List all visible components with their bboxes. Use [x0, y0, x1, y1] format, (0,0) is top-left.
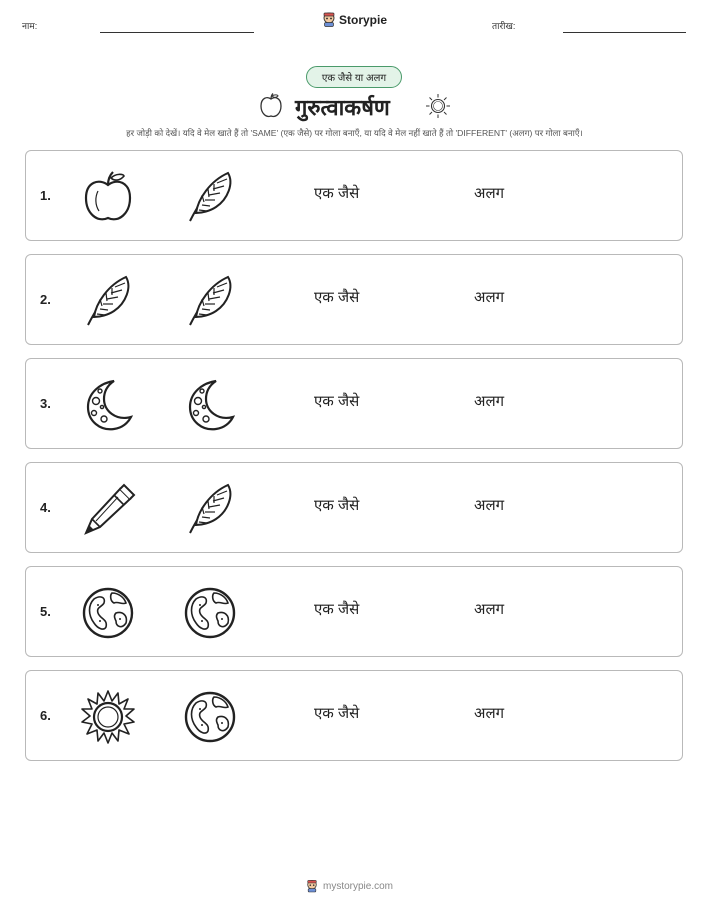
worksheet-title: गुरुत्वाकर्षण: [295, 95, 390, 120]
right-image: [182, 377, 238, 433]
pair-row: [25, 254, 683, 345]
different-option[interactable]: अलग: [474, 289, 505, 306]
brand-logo: [322, 12, 387, 27]
feather-icon: [182, 481, 238, 537]
name-field[interactable]: [100, 32, 254, 33]
apple-icon: [257, 92, 285, 120]
row-number: 5.: [40, 604, 51, 619]
row-number: 4.: [40, 500, 51, 515]
left-image: [80, 169, 136, 225]
row-number: 6.: [40, 708, 51, 723]
worksheet-type-tag: एक जैसे या अलग: [306, 66, 402, 88]
pair-row: [25, 670, 683, 761]
feather-icon: [182, 273, 238, 329]
footer: [306, 879, 393, 893]
same-option[interactable]: एक जैसे: [314, 497, 360, 514]
feather-icon: [182, 169, 238, 225]
sun-icon: [80, 689, 136, 745]
date-field[interactable]: [563, 32, 686, 33]
date-label: तारीख:: [492, 21, 516, 31]
same-option[interactable]: एक जैसे: [314, 393, 360, 410]
same-option[interactable]: एक जैसे: [314, 185, 360, 202]
different-option[interactable]: अलग: [474, 601, 505, 618]
right-image: [182, 273, 238, 329]
same-option[interactable]: एक जैसे: [314, 289, 360, 306]
different-option[interactable]: अलग: [474, 393, 505, 410]
apple-icon: [80, 169, 136, 225]
earth-icon: [182, 585, 238, 641]
pair-row: [25, 150, 683, 241]
different-option[interactable]: अलग: [474, 185, 505, 202]
earth-icon: [80, 585, 136, 641]
storypie-mascot-icon: [306, 879, 318, 893]
left-image: [80, 481, 136, 537]
row-number: 3.: [40, 396, 51, 411]
pair-row: [25, 358, 683, 449]
moon-icon: [182, 377, 238, 433]
left-image: [80, 377, 136, 433]
feather-icon: [80, 273, 136, 329]
brand-name: Storypie: [339, 12, 388, 27]
pencil-icon: [80, 481, 136, 537]
name-label: नाम:: [22, 21, 38, 31]
sun-icon: [424, 92, 452, 120]
earth-icon: [182, 689, 238, 745]
row-number: 2.: [40, 292, 51, 307]
right-image: [182, 169, 238, 225]
left-image: [80, 585, 136, 641]
title-row: [0, 90, 709, 122]
right-image: [182, 585, 238, 641]
instructions: हर जोड़ी को देखें। यदि वे मेल खाते हैं तो 'SAME' (एक जैसे) पर गोला बनाएँ, या यदि वे मेल नहीं खाते हैं तो 'DIFFERENT' (अलग) पर गोला बनाएँ।: [126, 128, 583, 138]
same-option[interactable]: एक जैसे: [314, 705, 360, 722]
same-option[interactable]: एक जैसे: [314, 601, 360, 618]
right-image: [182, 481, 238, 537]
different-option[interactable]: अलग: [474, 497, 505, 514]
pair-row: [25, 566, 683, 657]
row-number: 1.: [40, 188, 51, 203]
footer-site-link[interactable]: mystorypie.com: [323, 880, 394, 892]
different-option[interactable]: अलग: [474, 705, 505, 722]
moon-icon: [80, 377, 136, 433]
pair-row: [25, 462, 683, 553]
left-image: [80, 273, 136, 329]
right-image: [182, 689, 238, 745]
left-image: [80, 689, 136, 745]
storypie-mascot-icon: [322, 12, 336, 27]
